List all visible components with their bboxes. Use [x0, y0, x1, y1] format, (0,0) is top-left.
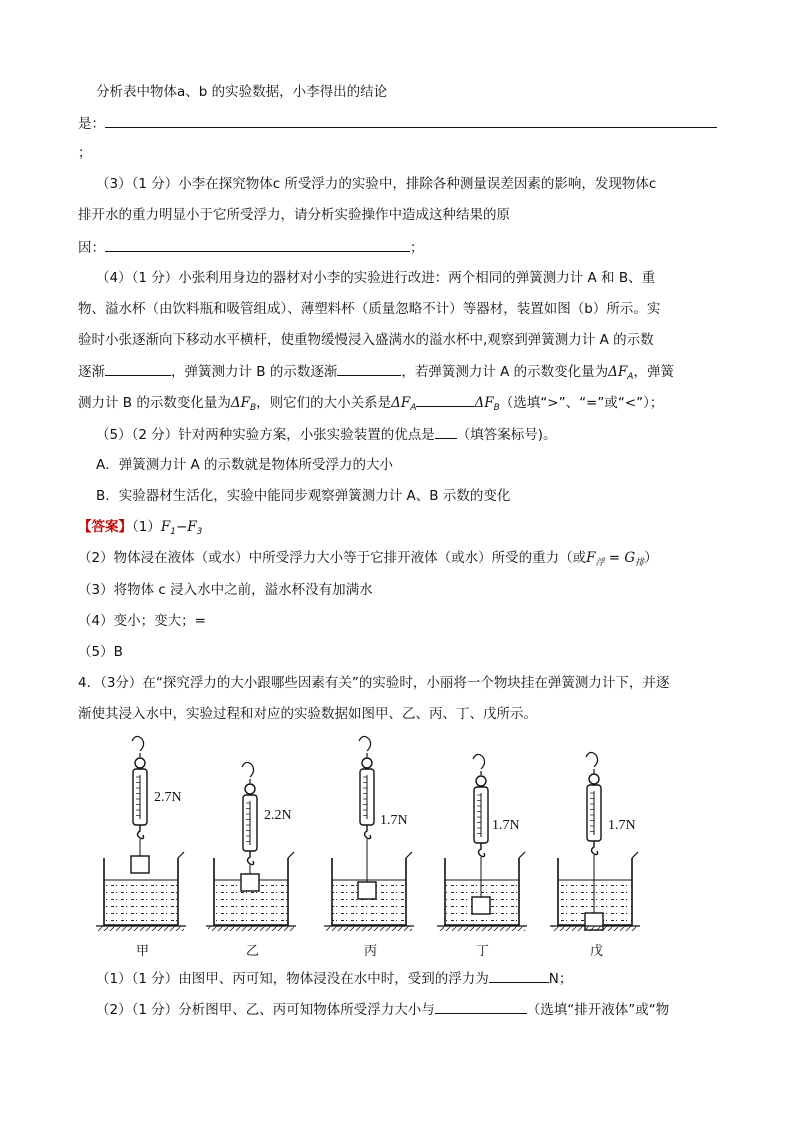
- answer-text: ）: [644, 550, 658, 566]
- figure-label-jia: 甲: [136, 944, 150, 959]
- figure-label-bing: 丙: [364, 944, 378, 959]
- beaker-spout: [632, 852, 638, 858]
- delta-f-a: ΔF: [391, 395, 411, 411]
- formula-eq: =: [604, 550, 625, 566]
- q4-line1: （4）（1 分）小张利用身边的器材对小李的实验进行改进：两个相同的弹簧测力计 A 和 B、重: [96, 270, 656, 286]
- hand-icon: [586, 752, 598, 773]
- sub-q1: [96, 968, 572, 989]
- beaker-spout: [178, 852, 184, 858]
- hand-icon: [132, 736, 144, 757]
- q4-line2: 物、溢水杯（由饮料瓶和吸管组成）、薄塑料杯（质量忽略不计）等器材，装置如图（b）所示。实: [78, 301, 661, 317]
- q3-reason-prefix: 因：: [78, 240, 105, 256]
- formula-f: F: [586, 550, 596, 566]
- hook-icon: [138, 825, 144, 839]
- subscript-b: B: [249, 403, 257, 413]
- hand-icon: [473, 754, 485, 775]
- formula-g: G: [624, 550, 636, 566]
- q4-text: （选填“>”、“=”或“<”）；: [499, 395, 664, 411]
- figure-label-wu: 戊: [590, 944, 604, 959]
- formula-sub: 3: [196, 527, 203, 537]
- answer-1: [78, 517, 202, 542]
- delta-f-b: ΔF: [474, 395, 494, 411]
- figure-label-yi: 乙: [246, 944, 260, 959]
- formula-f: F: [187, 519, 197, 535]
- sub-q1-unit: N；: [548, 971, 573, 987]
- figure-label-ding: 丁: [476, 944, 490, 959]
- sub-q2-text: （2）（1 分）分析图甲、乙、丙可知物体所受浮力大小与: [96, 1002, 435, 1018]
- beaker-spout: [288, 852, 294, 858]
- q4-text: ，弹簧测力计 B 的示数逐渐: [171, 364, 338, 380]
- answer-text: （1）: [132, 519, 161, 535]
- conclusion-blank[interactable]: [105, 113, 717, 128]
- answer-text: （2）物体浸在液体（或水）中所受浮力大小等于它排开液体（或水）所受的重力（或: [78, 550, 587, 566]
- subscript-a: A: [627, 372, 634, 382]
- hook-icon: [592, 841, 598, 855]
- reading-label: 1.7N: [608, 818, 636, 833]
- ground: [439, 926, 525, 931]
- hook-icon: [365, 825, 371, 839]
- formula-sub: 排: [635, 558, 645, 568]
- hook-icon: [248, 851, 254, 865]
- ground: [552, 926, 638, 931]
- q4-text: ，弹簧: [633, 364, 674, 380]
- q3-reason-suffix: ；: [410, 240, 424, 256]
- block: [131, 856, 149, 873]
- reading-label: 1.7N: [380, 813, 408, 828]
- conclusion-end: ；: [78, 145, 92, 161]
- reading-label: 1.7N: [492, 818, 520, 833]
- answer-5: （5）B: [78, 644, 123, 660]
- answer-2: [78, 548, 658, 573]
- q3-reason-blank[interactable]: [105, 237, 410, 252]
- hand-icon: [359, 736, 371, 757]
- hand-icon: [242, 762, 254, 783]
- q5-option-a: A．弹簧测力计 A 的示数就是物体所受浮力的大小: [96, 457, 394, 473]
- q4-text: 测力计 B 的示数变化量为: [78, 395, 231, 411]
- answer-tag: 【答案】: [78, 519, 132, 535]
- formula-f: F: [160, 519, 171, 535]
- sub-q1-blank[interactable]: [489, 968, 549, 983]
- meter-ring: [589, 774, 599, 784]
- meter-ring: [476, 776, 486, 786]
- delta-f-b: ΔF: [230, 395, 250, 411]
- block: [241, 874, 259, 891]
- q4main-line1: 4．（3分）在“探究浮力的大小跟哪些因素有关”的实验时，小丽将一个物块挂在弹簧测力计下，并逐: [78, 675, 670, 691]
- meter-ring: [135, 758, 145, 768]
- q3-line1: （3）（1 分）小李在探究物体c 所受浮力的实验中，排除各种测量误差因素的影响，发现物体c: [96, 176, 657, 192]
- delta-f-a: ΔF: [608, 364, 628, 380]
- formula-sub: 浮: [595, 558, 605, 568]
- q4-text: ，若弹簧测力计 A 的示数变化量为: [401, 364, 609, 380]
- q3-line3: [78, 237, 424, 258]
- conclusion-prompt: 分析表中物体a、b 的实验数据，小李得出的结论: [96, 84, 388, 100]
- reading-label: 2.2N: [264, 808, 292, 823]
- q4-text: 逐渐: [78, 364, 105, 380]
- ground: [98, 926, 184, 931]
- subscript-b: B: [493, 403, 500, 413]
- ground: [208, 926, 294, 931]
- meter-ring: [362, 758, 372, 768]
- sub-q2-blank[interactable]: [435, 999, 527, 1014]
- conclusion-prefix: 是：: [78, 116, 105, 132]
- sub-q2-text: （选填“排开液体”或“物: [526, 1002, 670, 1018]
- formula-sub: 1: [170, 527, 176, 537]
- q4-blank-b[interactable]: [337, 361, 401, 376]
- answer-4: （4）变小；变大；=: [78, 613, 206, 629]
- block: [472, 897, 490, 914]
- q4-compare-blank[interactable]: [416, 392, 474, 407]
- q5-blank[interactable]: [435, 424, 457, 439]
- conclusion-line: [78, 113, 717, 134]
- q4-text: ，则它们的大小关系是: [256, 395, 392, 411]
- water: [104, 880, 178, 925]
- sub-q1-text: （1）（1 分）由图甲、丙可知，物体浸没在水中时，受到的浮力为: [96, 971, 489, 987]
- reading-label: 2.7N: [154, 790, 182, 805]
- q4-blank-a[interactable]: [105, 361, 171, 376]
- q4main-line2: 渐使其浸入水中，实验过程和对应的实验数据如图甲、乙、丙、丁、戊所示。: [78, 706, 537, 722]
- sub-q2: [96, 999, 669, 1020]
- hook-icon: [479, 843, 485, 857]
- q4-line3: 验时小张逐渐向下移动水平横杆，使重物缓慢浸入盛满水的溢水杯中,观察到弹簧测力计 A 的示数: [78, 332, 654, 348]
- q5-option-b: B．实验器材生活化，实验中能同步观察弹簧测力计 A、B 示数的变化: [96, 488, 511, 504]
- q5-line1: [96, 424, 557, 445]
- answer-3: （3）将物体 c 浸入水中之前，溢水杯没有加满水: [78, 582, 373, 598]
- ground: [326, 926, 412, 931]
- block: [358, 882, 376, 899]
- q4-line4: [78, 361, 674, 387]
- beaker-spout: [406, 852, 412, 858]
- beaker-spout: [519, 852, 525, 858]
- q5-text: （填答案标号)。: [456, 427, 557, 443]
- q3-line2: 排开水的重力明显小于它所受浮力，请分析实验操作中造成这种结果的原: [78, 207, 510, 223]
- q5-text: （5）（2 分）针对两种实验方案，小张实验装置的优点是: [96, 427, 435, 443]
- meter-ring: [245, 784, 255, 794]
- subscript-a: A: [410, 403, 417, 413]
- formula-minus: −: [175, 519, 188, 535]
- experiment-figure: [0, 735, 794, 965]
- q4-line5: [78, 392, 663, 418]
